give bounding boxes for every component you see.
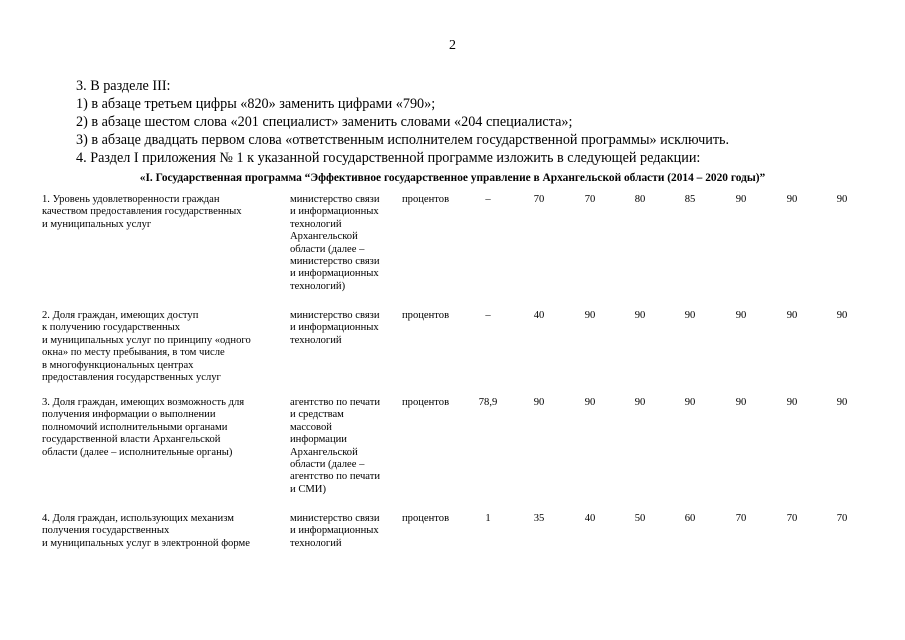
- value-cell: 90: [836, 397, 848, 408]
- value-cell: 90: [584, 397, 596, 408]
- paragraph-item-3: 3) в абзаце двадцать первом слова «ответственным исполнителем государственной программы» исключить.: [76, 132, 730, 148]
- unit-cell: процентов: [402, 397, 450, 408]
- responsible-cell: министерство связи и информационных технологий: [290, 310, 380, 346]
- value-cell: 90: [684, 310, 696, 321]
- indicator-cell: 1. Уровень удовлетворенности граждан качеством предоставления государственных и муниципальных услуг: [42, 194, 242, 230]
- indicator-cell: 4. Доля граждан, использующих механизм получения государственных и муниципальных услуг в электронной форме: [42, 513, 250, 549]
- paragraph-section-4: 4. Раздел I приложения № 1 к указанной государственной программе изложить в следующей редакции:: [76, 150, 701, 166]
- indicator-cell: 3. Доля граждан, имеющих возможность для получения информации о выполнении полномочий исполнительными органами государственной власти Архангельской области (далее – исполнительные органы): [42, 397, 245, 458]
- unit-cell: процентов: [402, 310, 450, 321]
- value-cell: 90: [786, 397, 798, 408]
- value-cell: 70: [735, 513, 747, 524]
- value-cell: –: [485, 194, 491, 205]
- unit-cell: процентов: [402, 513, 450, 524]
- value-cell: 80: [634, 194, 646, 205]
- value-cell: 1: [485, 513, 491, 524]
- value-cell: 90: [634, 310, 646, 321]
- value-cell: 70: [584, 194, 596, 205]
- responsible-cell: министерство связи и информационных технологий Архангельской области (далее – министерство связи и информационных технологий): [290, 194, 380, 292]
- unit-cell: процентов: [402, 194, 450, 205]
- value-cell: 90: [836, 310, 848, 321]
- indicator-cell: 2. Доля граждан, имеющих доступ к получению государственных и муниципальных услуг по принципу «одного окна» по месту пребывания, в том числе в многофункциональных центрах предоставления государственных услуг: [42, 310, 251, 384]
- page-number: 2: [449, 38, 456, 53]
- value-cell: 78,9: [478, 397, 498, 408]
- value-cell: 40: [533, 310, 545, 321]
- responsible-cell: агентство по печати и средствам массовой информации Архангельской области (далее – агентство по печати и СМИ): [290, 397, 381, 495]
- value-cell: 90: [584, 310, 596, 321]
- value-cell: 70: [786, 513, 798, 524]
- value-cell: 85: [684, 194, 696, 205]
- paragraph-item-2: 2) в абзаце шестом слова «201 специалист» заменить словами «204 специалиста»;: [76, 114, 573, 130]
- value-cell: –: [485, 310, 491, 321]
- value-cell: 90: [786, 310, 798, 321]
- value-cell: 90: [533, 397, 545, 408]
- value-cell: 70: [533, 194, 545, 205]
- value-cell: 40: [584, 513, 596, 524]
- value-cell: 50: [634, 513, 646, 524]
- value-cell: 90: [836, 194, 848, 205]
- value-cell: 90: [786, 194, 798, 205]
- value-cell: 35: [533, 513, 545, 524]
- value-cell: 90: [684, 397, 696, 408]
- value-cell: 90: [735, 310, 747, 321]
- paragraph-section-3: 3. В разделе III:: [76, 78, 171, 94]
- value-cell: 60: [684, 513, 696, 524]
- responsible-cell: министерство связи и информационных технологий: [290, 513, 380, 549]
- table-title: «I. Государственная программа “Эффективное государственное управление в Архангельской области (2014 – 2020 годы)”: [139, 172, 766, 184]
- value-cell: 90: [735, 397, 747, 408]
- value-cell: 70: [836, 513, 848, 524]
- paragraph-item-1: 1) в абзаце третьем цифры «820» заменить цифрами «790»;: [76, 96, 436, 112]
- value-cell: 90: [634, 397, 646, 408]
- value-cell: 90: [735, 194, 747, 205]
